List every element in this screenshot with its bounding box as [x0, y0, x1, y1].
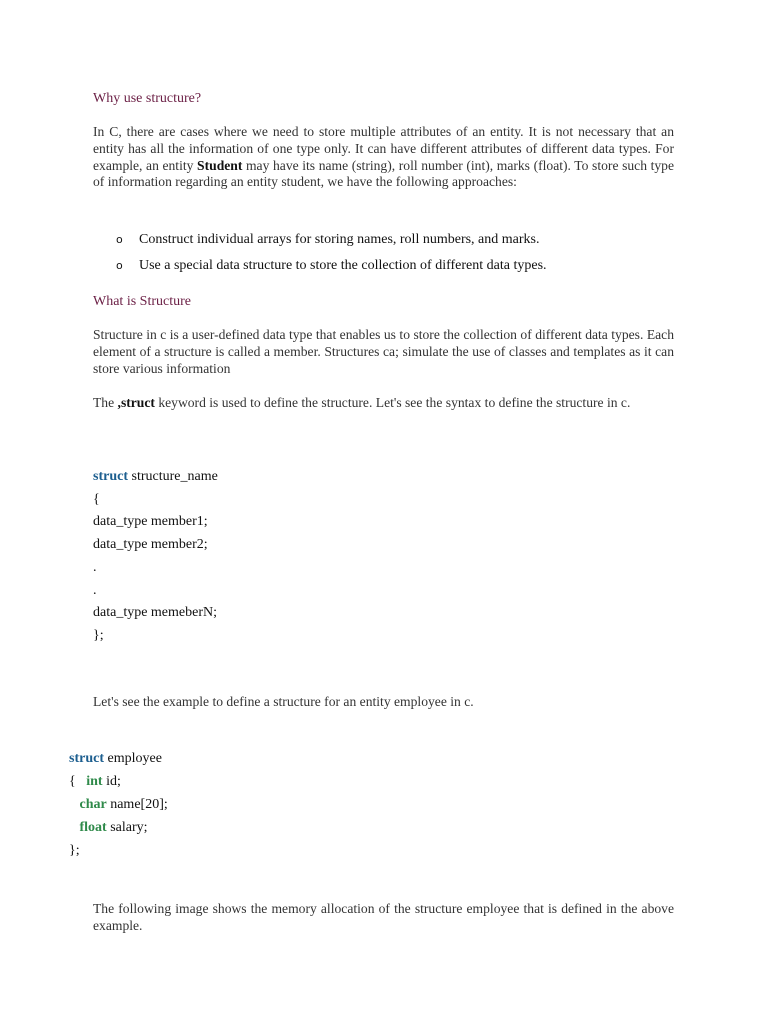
code-keyword-char: char: [79, 797, 107, 812]
bold-term-student: Student: [197, 157, 243, 173]
syntax-code-line: };: [93, 628, 104, 643]
code-keyword-int: int: [86, 774, 103, 789]
example-code-line: };: [69, 843, 80, 858]
example-code-line: [69, 773, 121, 790]
code-keyword-float: float: [79, 820, 107, 835]
code-text: structure_name: [128, 469, 218, 484]
example-code-line: [69, 819, 148, 836]
syntax-code-line: data_type member1;: [93, 514, 208, 529]
heading-why-use-structure: Why use structure?: [93, 91, 202, 106]
paragraph-why-use-structure: [93, 124, 674, 191]
heading-what-is-structure: What is Structure: [93, 294, 191, 309]
bullet-marker: o: [116, 259, 123, 272]
bullet-marker: o: [116, 233, 123, 246]
syntax-code-line: .: [93, 583, 97, 598]
example-code-line: [69, 750, 162, 767]
paragraph-example-intro: Let's see the example to define a structure for an entity employee in c.: [93, 694, 474, 709]
code-text: salary;: [106, 820, 148, 835]
code-text: id;: [102, 774, 121, 789]
syntax-code-line: data_type memeberN;: [93, 605, 218, 620]
list-item: [116, 231, 676, 248]
paragraph-text: The: [93, 395, 118, 410]
example-code-line: [69, 796, 168, 813]
code-keyword-struct: struct: [93, 469, 128, 484]
code-text: name[20];: [106, 797, 168, 812]
code-text: employee: [104, 751, 162, 766]
code-text: {: [69, 774, 87, 789]
paragraph-text: may have its name (string), roll number (int), marks (float). To store such type of information regarding an entity student, we have the following approaches:: [93, 157, 674, 190]
syntax-code-line: [93, 468, 218, 485]
bold-term-struct: ,struct: [117, 395, 155, 410]
code-text: [69, 820, 80, 835]
paragraph-text: In C, there are cases where we need to store multiple attributes of an entity. It is not necessary that an entity has all the information of one type only. It can have different attributes of different data types. For example, an entity: [93, 124, 674, 173]
paragraph-what-is-structure: Structure in c is a user-defined data type that enables us to store the collection of different data types. Each element of a structure is called a member. Structures ca; simulate the use of classes and templates as it can store various information: [93, 327, 674, 376]
code-text: [69, 797, 80, 812]
code-keyword-struct: struct: [69, 751, 104, 766]
paragraph-struct-keyword: [93, 395, 674, 412]
list-item-text: Construct individual arrays for storing names, roll numbers, and marks.: [139, 232, 540, 247]
syntax-code-line: data_type member2;: [93, 537, 208, 552]
list-item: [116, 257, 676, 274]
syntax-code-line: {: [93, 492, 100, 507]
list-item-text: Use a special data structure to store the collection of different data types.: [139, 258, 547, 273]
syntax-code-line: .: [93, 560, 97, 575]
paragraph-text: keyword is used to define the structure. Let's see the syntax to define the structure in c.: [154, 395, 631, 410]
paragraph-memory-allocation: The following image shows the memory allocation of the structure employee that is defined in the above example.: [93, 901, 674, 933]
